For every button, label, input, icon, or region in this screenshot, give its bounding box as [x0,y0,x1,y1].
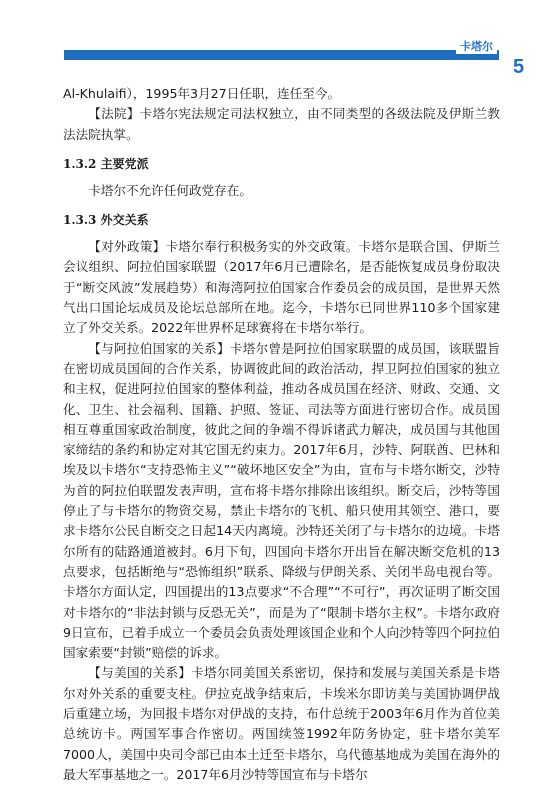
section-heading-parties: 1.3.2 主要党派 [63,156,149,171]
section-heading-foreign: 1.3.3 外交关系 [63,213,149,228]
page-body [63,84,500,785]
paragraph-foreign-policy: 【对外政策】卡塔尔奉行积极务实的外交政策。卡塔尔是联合国、伊斯兰会议组织、阿拉伯国家联盟（2017年6月已遭除名，是否能恢复成员身份取决于“断交风波”发展趋势）和海湾阿拉伯国家合作委员会的成员国，是世界天然气出口国论坛成员及论坛总部所在地。迄今，卡塔尔已同世界110多个国家建立了外交关系。2022年世界杯足球赛将在卡塔尔举行。 [63,239,500,336]
page-number: 5 [513,56,525,78]
paragraph-court: 【法院】卡塔尔宪法规定司法权独立，由不同类型的各级法院及伊斯兰教法法院执掌。 [63,106,500,142]
paragraph-continuation: Al-Khulaifi），1995年3月27日任职，连任至今。 [63,86,341,101]
chapter-title: 卡塔尔 [456,38,497,54]
paragraph-arab-relations: 【与阿拉伯国家的关系】卡塔尔曾是阿拉伯国家联盟的成员国，该联盟旨在密切成员国间的合作关系，协调彼此间的政治活动，捍卫阿拉伯国家的独立和主权，促进阿拉伯国家的整体利益，推动各成员国在经济、财政、交通、文化、卫生、社会福利、国籍、护照、签证、司法等方面进行密切合作。成员国相互尊重国家政治制度，彼此之间的争端不得诉诸武力解决，成员国与其他国家缔结的条约和协定对其它国无约束力。2017年6月，沙特、阿联酋、巴林和埃及以卡塔尔“支持恐怖主义”“破坏地区安全”为由，宣布与卡塔尔断交，沙特为首的阿拉伯联盟发表声明，宣布将卡塔尔排除出该组织。断交后，沙特等国停止了与卡塔尔的物资交易，禁止卡塔尔的飞机、船只使用其领空、港口，要求卡塔尔公民自断交之日起14天内离境。沙特还关闭了与卡塔尔的边境。卡塔尔所有的陆路通道被封。6月下旬，四国向卡塔尔开出旨在解决断交危机的13点要求，包括断绝与“恐怖组织”联系、降级与伊朗关系、关闭半岛电视台等。卡塔尔方面认定，四国提出的13点要求“不合理”“不可行”，再次证明了断交国对卡塔尔的“非法封锁与反恐无关”，而是为了“限制卡塔尔主权”。卡塔尔政府9日宣布，已着手成立一个委员会负责处理该国企业和个人向沙特等四个阿拉伯国家索要“封锁”赔偿的诉求。 [63,340,500,661]
header-bar [64,50,499,60]
paragraph-us-relations: 【与美国的关系】卡塔尔同美国关系密切，保持和发展与美国关系是卡塔尔对外关系的重要支柱。伊拉克战争结束后，卡埃米尔即访美与美国协调伊战后重建立场，为回报卡塔尔对伊战的支持，布什总统于2003年6月作为首位美总统访卡。两国军事合作密切。两国续签1992年防务协定，驻卡塔尔美军7000人，美国中央司令部已由本土迁至卡塔尔，乌代德基地成为美国在海外的最大军事基地之一。2017年6月沙特等国宣布与卡塔尔 [63,665,500,782]
paragraph-parties: 卡塔尔不允许任何政党存在。 [88,182,252,198]
